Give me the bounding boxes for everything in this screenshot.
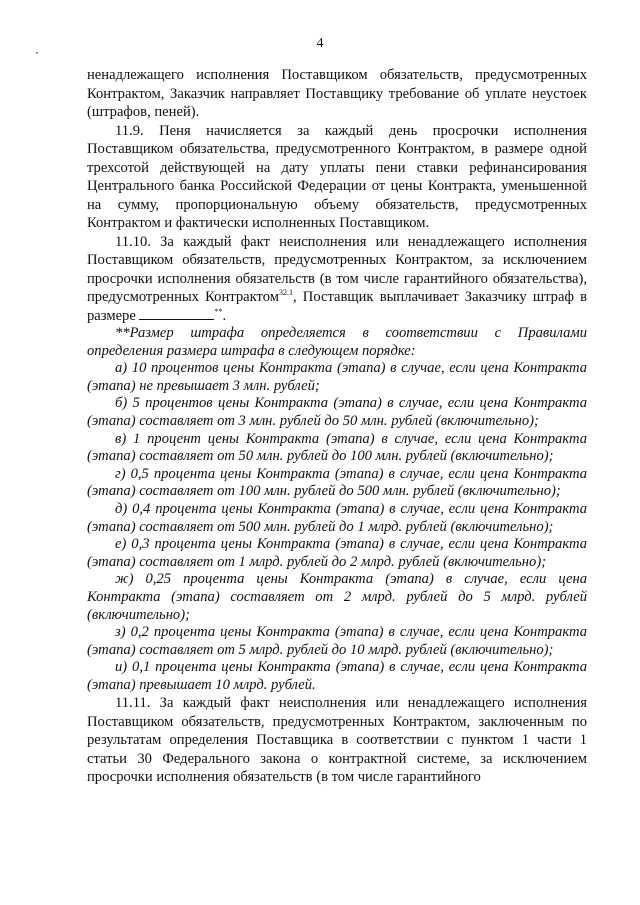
blank-footnote-mark: **	[214, 306, 223, 316]
list-item: и) 0,1 процента цены Контракта (этапа) в случае, если цена Контракта (этапа) превышает 10 млрд. рублей.	[87, 659, 587, 693]
footnote-ref: 32.1	[278, 288, 293, 297]
list-item: е) 0,3 процента цены Контракта (этапа) в случае, если цена Контракта (этапа) составляет от 1 млрд. рублей до 2 млрд. рублей (включительно);	[87, 536, 587, 570]
list-item: ж) 0,25 процента цены Контракта (этапа) в случае, если цена Контракта (этапа) составляет от 2 млрд. рублей до 5 млрд. рублей (включительно);	[87, 571, 587, 623]
paragraph-11-9: 11.9. Пеня начисляется за каждый день просрочки исполнения Поставщиком обязательства, предусмотренного Контрактом, в размере одной трехсотой действующей на дату уплаты пени ставки рефинансирования Центрального банка Российской Федерации от цены Контракта, уменьшенной на сумму, пропорциональную объему обязательств, предусмотренных Контрактом и фактически исполненных Поставщиком.	[87, 122, 587, 231]
list-item: а) 10 процентов цены Контракта (этапа) в случае, если цена Контракта (этапа) не превышает 3 млн. рублей;	[87, 360, 587, 394]
page-number: 4	[316, 36, 324, 51]
list-item: б) 5 процентов цены Контракта (этапа) в случае, если цена Контракта (этапа) составляет от 3 млн. рублей до 50 млн. рублей (включительно);	[87, 395, 587, 429]
fine-amount-blank	[139, 308, 214, 320]
paragraph-11-11: 11.11. За каждый факт неисполнения или ненадлежащего исполнения Поставщиком обязательств, предусмотренных Контрактом, заключенным по результатам определения Поставщика в соответствии с пунктом 1 части 1 статьи 30 Федерального закона о контрактной системе, за исключением просрочки исполнения обязательств (в том числе гарантийного	[87, 695, 587, 786]
list-item: д) 0,4 процента цены Контракта (этапа) в случае, если цена Контракта (этапа) составляет от 500 млн. рублей до 1 млрд. рублей (включительно);	[87, 500, 587, 535]
fine-rate-list	[87, 360, 587, 694]
paragraph-intro: ненадлежащего исполнения Поставщиком обязательств, предусмотренных Контрактом, Заказчик направляет Поставщику требование об уплате неустоек (штрафов, пеней).	[87, 67, 587, 120]
paragraph-11-10-text: 11.10. За каждый факт неисполнения или ненадлежащего исполнения Поставщиком обязательств, предусмотренных Контрактом, за исключением просрочки исполнения обязательств (в том числе гарантийного обязательства), предусмотренных Контрактом	[87, 233, 587, 305]
document-body	[87, 66, 587, 787]
list-item: г) 0,5 процента цены Контракта (этапа) в случае, если цена Контракта (этапа) составляет от 100 млн. рублей до 500 млн. рублей (включительно);	[87, 465, 587, 500]
list-item: в) 1 процент цены Контракта (этапа) в случае, если цена Контракта (этапа) составляет от 50 млн. рублей до 100 млн. рублей (включительно);	[87, 430, 587, 465]
note-intro: **Размер штрафа определяется в соответствии с Правилами определения размера штрафа в следующем порядке:	[87, 325, 587, 359]
paragraph-11-10	[87, 233, 587, 326]
paragraph-11-10-text-after: , Поставщик выплачивает Заказчику штраф в размере	[87, 289, 587, 324]
list-item: з) 0,2 процента цены Контракта (этапа) в случае, если цена Контракта (этапа) составляет от 5 млрд. рублей до 10 млрд. рублей (включительно);	[87, 624, 587, 658]
paragraph-11-10-end: .	[222, 307, 227, 324]
scan-speck	[36, 52, 38, 54]
